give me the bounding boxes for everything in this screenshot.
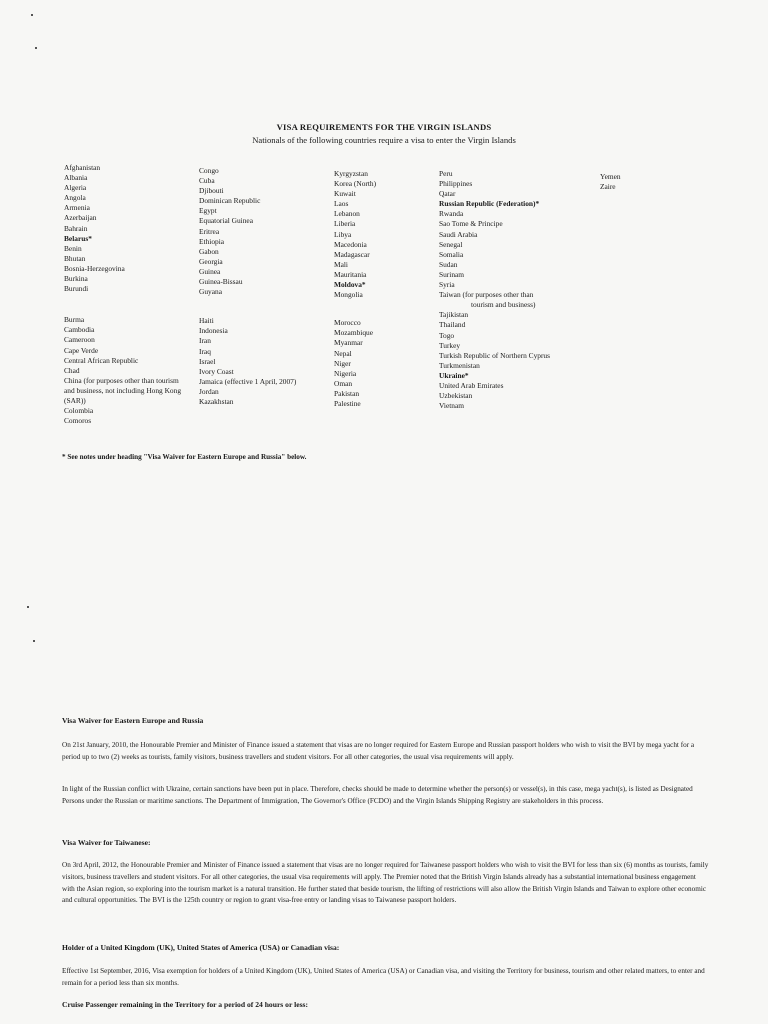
country-item: Somalia — [439, 249, 464, 259]
country-item: Burkina — [64, 274, 88, 284]
country-item: tourism and business) — [471, 300, 536, 310]
country-item: Madagascar — [334, 249, 370, 259]
country-item: Mali — [334, 259, 348, 269]
country-item: Iraq — [199, 346, 211, 356]
scan-speck — [31, 14, 33, 16]
country-item: Haiti — [199, 316, 214, 326]
country-item: Ukraine* — [439, 370, 469, 380]
country-item: Oman — [334, 378, 353, 388]
country-item: Belarus* — [64, 233, 92, 243]
country-group — [600, 172, 660, 192]
country-item: Lebanon — [334, 209, 360, 219]
country-item: Rwanda — [439, 209, 464, 219]
country-item: Sao Tome & Principe — [439, 219, 503, 229]
page-subtitle: Nationals of the following countries require a visa to enter the Virgin Islands — [252, 135, 516, 145]
section-heading: Holder of a United Kingdom (UK), United States of America (USA) or Canadian visa: — [62, 943, 340, 952]
country-item: Bosnia-Herzegovina — [64, 263, 125, 273]
country-item: Azerbaijan — [64, 213, 97, 223]
country-item: China (for purposes other than tourism and business, not including Hong Kong (SAR)) — [64, 375, 182, 405]
country-item: Armenia — [64, 203, 90, 213]
country-item: Cuba — [199, 176, 215, 186]
country-group — [64, 315, 189, 426]
country-column-2 — [199, 166, 329, 407]
country-group — [199, 316, 329, 407]
country-item: Macedonia — [334, 239, 367, 249]
country-item: Egypt — [199, 206, 217, 216]
country-item: Kazakhstan — [199, 396, 234, 406]
country-item: Nepal — [334, 348, 352, 358]
country-item: Guyana — [199, 287, 222, 297]
country-item: Georgia — [199, 256, 223, 266]
page-title: VISA REQUIREMENTS FOR THE VIRGIN ISLANDS — [276, 122, 492, 132]
section-heading: Cruise Passenger remaining in the Territory for a period of 24 hours or less: — [62, 1000, 309, 1009]
country-item: Cape Verde — [64, 345, 99, 355]
country-item: Peru — [439, 169, 453, 178]
country-item: Libya — [334, 229, 352, 239]
country-item: Chad — [64, 365, 80, 375]
country-item: Angola — [64, 193, 86, 203]
country-group — [439, 169, 599, 411]
country-item: Russian Republic (Federation)* — [439, 199, 540, 209]
scan-speck — [33, 640, 35, 642]
country-item: Algeria — [64, 183, 87, 193]
country-item: Morocco — [334, 318, 361, 328]
country-item: Qatar — [439, 189, 456, 199]
country-item: Taiwan (for purposes other than — [439, 290, 534, 300]
section-paragraph: In light of the Russian conflict with Ukraine, certain sanctions have been put in place. Therefore, checks should be made to determine whether the person(s) or vessel(s), in this case, mega yacht(s), is listed as Designated Persons under the Russian or maritime sanctions. The Department of Immigration, The Governor's Office (FCDO) and the Virgin Islands Shipping Registry are stakeholders in this process. — [62, 785, 693, 805]
country-item: Surinam — [439, 269, 465, 279]
country-item: Congo — [199, 166, 219, 175]
country-item: Sudan — [439, 259, 458, 269]
country-item: Mongolia — [334, 290, 363, 300]
scan-speck — [27, 606, 29, 608]
country-item: Syria — [439, 280, 455, 290]
country-item: Pakistan — [334, 388, 360, 398]
country-group — [64, 163, 189, 294]
country-item: Vietnam — [439, 401, 465, 411]
country-item: Dominican Republic — [199, 196, 261, 206]
country-item: Afghanistan — [64, 163, 101, 172]
country-item: Turkey — [439, 340, 461, 350]
country-item: Senegal — [439, 239, 463, 249]
country-item: Indonesia — [199, 326, 228, 336]
country-item: Togo — [439, 330, 455, 340]
section-heading: Visa Waiver for Eastern Europe and Russia — [62, 716, 204, 725]
country-column-3 — [334, 169, 434, 409]
country-column-4 — [439, 169, 599, 411]
country-item: Iran — [199, 336, 211, 346]
country-item: Ivory Coast — [199, 366, 234, 376]
section-paragraph: On 21st January, 2010, the Honourable Premier and Minister of Finance issued a statement that visas are no longer required for Eastern Europe and Russian passport holders who wish to visit the BVI by mega yacht for a period up to two (2) weeks as tourists, family visitors, business travellers and student visitors. For all other categories, the usual visa requirements will apply. — [62, 741, 695, 761]
country-item: Burundi — [64, 284, 89, 294]
country-item: Guinea — [199, 266, 221, 276]
country-item: Ethiopia — [199, 236, 225, 246]
country-item: Yemen — [600, 172, 621, 181]
country-item: Tajikistan — [439, 310, 469, 320]
country-item: Myanmar — [334, 338, 363, 348]
country-item: Albania — [64, 173, 88, 183]
country-item: Niger — [334, 358, 351, 368]
country-group — [334, 318, 434, 409]
country-item: Djibouti — [199, 186, 224, 196]
country-group — [334, 169, 434, 300]
country-item: Turkish Republic of Northern Cyprus — [439, 350, 550, 360]
country-item: Equatorial Guinea — [199, 216, 253, 226]
country-item: Mozambique — [334, 328, 373, 338]
country-item: Israel — [199, 356, 216, 366]
country-column-1 — [64, 163, 189, 426]
country-item: Moldova* — [334, 280, 366, 290]
country-item: Burma — [64, 315, 85, 325]
country-item: Uzbekistan — [439, 391, 473, 401]
country-item: Cambodia — [64, 325, 95, 335]
scan-speck — [35, 47, 37, 49]
country-item: United Arab Emirates — [439, 380, 504, 390]
country-item: Saudi Arabia — [439, 229, 478, 239]
country-item: Turkmenistan — [439, 360, 480, 370]
country-item: Cameroon — [64, 335, 95, 345]
country-group — [199, 166, 329, 297]
country-item: Kyrgyzstan — [334, 169, 368, 178]
country-item: Bhutan — [64, 253, 86, 263]
country-item: Gabon — [199, 246, 219, 256]
country-item: Jordan — [199, 386, 219, 396]
country-item: Eritrea — [199, 226, 220, 236]
country-item: Guinea-Bissau — [199, 277, 243, 287]
country-item: Mauritania — [334, 269, 367, 279]
country-item: Jamaica (effective 1 April, 2007) — [199, 376, 297, 386]
section-heading: Visa Waiver for Taiwanese: — [62, 838, 151, 847]
country-item: Palestine — [334, 398, 361, 408]
country-item: Kuwait — [334, 189, 356, 199]
section-paragraph: Effective 1st September, 2016, Visa exemption for holders of a United Kingdom (UK), United States of America (USA) or Canadian visa, and visiting the Territory for business, tourism and other related matters, to enter and remain for a period less than six months. — [62, 967, 705, 987]
country-item: Korea (North) — [334, 179, 377, 189]
country-column-5 — [600, 172, 660, 192]
country-item: Bahrain — [64, 223, 88, 233]
country-item: Zaire — [600, 182, 616, 192]
country-item: Nigeria — [334, 368, 357, 378]
country-item: Philippines — [439, 179, 473, 189]
country-item: Liberia — [334, 219, 356, 229]
footnote: * See notes under heading "Visa Waiver for Eastern Europe and Russia" below. — [62, 453, 307, 461]
country-item: Comoros — [64, 416, 92, 426]
country-item: Central African Republic — [64, 355, 139, 365]
country-item: Colombia — [64, 406, 94, 416]
country-item: Benin — [64, 243, 82, 253]
section-paragraph: On 3rd April, 2012, the Honourable Premier and Minister of Finance issued a statement that visas are no longer required for Taiwanese passport holders who wish to visit the BVI for less than six (6) months as tourists, family visitors, business travellers and student visitors. For all other categories, the usual visa requirements will apply. The Premier noted that the British Virgin Islands already has a substantial international business engagement with the Asian region, so exploring into the tourism market is a natural transition. He further stated that beside tourism, the lifting of restrictions will also allow the British Virgin Islands and Taiwan to explore other economic and cultural opportunities. The BVI is the 125th country or region to grant visa-free entry or landing visas to Taiwanese passport holders. — [62, 861, 709, 905]
country-item: Laos — [334, 199, 349, 209]
country-item: Thailand — [439, 320, 466, 330]
